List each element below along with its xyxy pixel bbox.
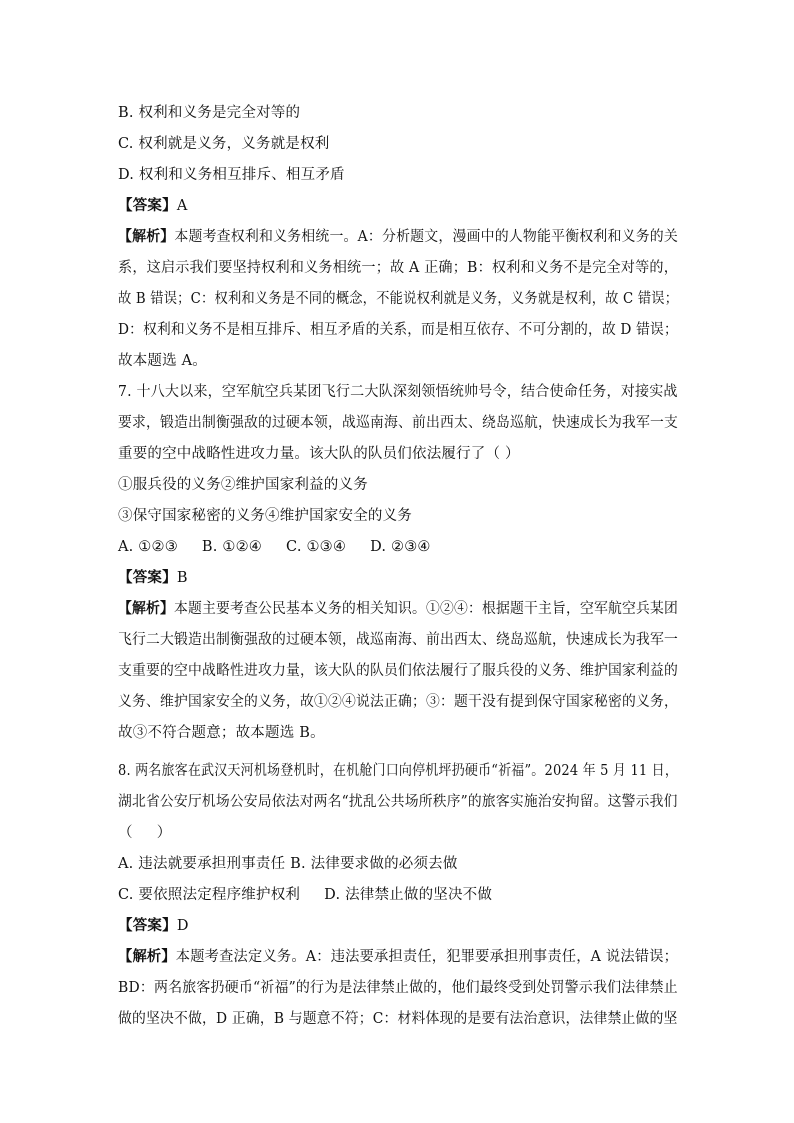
q6-option-c: C. 权利就是义务，义务就是权利 [118, 136, 330, 152]
answer-tag: 【答案】 [118, 569, 177, 586]
q8-analysis-line: 做的坚决不做，D 正确，B 与题意不符；C：材料体现的是要有法治意识，法律禁止做的坚 [118, 1011, 678, 1027]
q8-options-2: C. 要依照法定程序维护权利 D. 法律禁止做的坚决不做 [118, 887, 493, 903]
q6-option-d: D. 权利和义务相互排斥、相互矛盾 [118, 167, 345, 183]
q7-analysis-line: 飞行二大锻造出制衡强敌的过硬本领，战巡南海、前出西太、绕岛巡航，快速成长为我军一 [118, 632, 679, 648]
q7-analysis-line: 支重要的空中战略性进攻力量，该大队的队员们依法履行了服兵役的义务、维护国家利益的 [118, 663, 679, 679]
analysis-tag: 【解析】 [118, 600, 175, 617]
analysis-text: 本题考查法定义务。A：违法要承担责任，犯罪要承担刑事责任，A 说法错误； [175, 949, 679, 965]
answer-tag: 【答案】 [118, 197, 177, 214]
q8-options-1: A. 违法就要承担刑事责任 B. 法律要求做的必须去做 [118, 856, 458, 872]
q6-analysis-line [118, 227, 678, 247]
q6-analysis-line: 系，这启示我们要坚持权利和义务相统一；故 A 正确；B：权利和义务不是完全对等的， [118, 260, 679, 276]
q7-analysis-line: 故③不符合题意；故本题选 B。 [118, 725, 325, 741]
q7-answer [118, 568, 188, 588]
q6-analysis-line: 故本题选 A。 [118, 353, 207, 369]
answer-tag: 【答案】 [118, 917, 177, 934]
analysis-text: 本题考查权利和义务相统一。A：分析题文，漫画中的人物能平衡权利和义务的关 [174, 229, 678, 245]
analysis-tag: 【解析】 [118, 948, 176, 965]
q7-items-1: ①服兵役的义务②维护国家利益的义务 [118, 477, 368, 493]
q8-analysis-line: BD：两名旅客扔硬币“祈福”的行为是法律禁止做的，他们最终受到处罚警示我们法律禁止 [118, 980, 678, 996]
q7-analysis-line: 义务、维护国家安全的义务，故①②④说法正确；③：题干没有提到保守国家秘密的义务， [118, 694, 679, 710]
analysis-tag: 【解析】 [118, 228, 175, 245]
q7-stem-line: 要求，锻造出制衡强敌的过硬本领，战巡南海、前出西太、绕岛巡航，快速成长为我军一支 [118, 415, 679, 431]
q6-answer [118, 196, 187, 216]
q8-answer [118, 916, 189, 936]
q8-stem-line: （ ） [118, 825, 172, 841]
q8-analysis-line [118, 947, 678, 967]
q6-option-b: B. 权利和义务是完全对等的 [118, 105, 301, 121]
answer-value: B [176, 570, 188, 586]
q8-stem-line: 湖北省公安厅机场公安局依法对两名“扰乱公共场所秩序”的旅客实施治安拘留。这警示我们 [118, 794, 678, 810]
analysis-text: 本题主要考查公民基本义务的相关知识。①②④：根据题干主旨，空军航空兵某团 [174, 601, 679, 617]
answer-value: A [176, 198, 188, 214]
q7-options: A. ①②③ B. ①②④ C. ①③④ D. ②③④ [118, 539, 431, 555]
q8-stem-line: 8. 两名旅客在武汉天河机场登机时，在机舱门口向停机坪扔硬币“祈福”。2024 年 5 月 11 日， [118, 763, 679, 779]
q6-analysis-line: 故 B 错误；C：权利和义务是不同的概念，不能说权利就是义务，义务就是权利，故 C 错误； [118, 291, 679, 307]
q7-items-2: ③保守国家秘密的义务④维护国家安全的义务 [118, 508, 412, 524]
q7-stem-line: 重要的空中战略性进攻力量。该大队的队员们依法履行了（ ） [118, 446, 520, 462]
q7-stem-line: 7. 十八大以来，空军航空兵某团飞行二大队深刻领悟统帅号令，结合使命任务，对接实战 [118, 384, 678, 400]
q7-analysis-line [118, 599, 678, 619]
q6-analysis-line: D：权利和义务不是相互排斥、相互矛盾的关系，而是相互依存、不可分割的，故 D 错误； [118, 322, 678, 338]
answer-value: D [176, 918, 189, 934]
